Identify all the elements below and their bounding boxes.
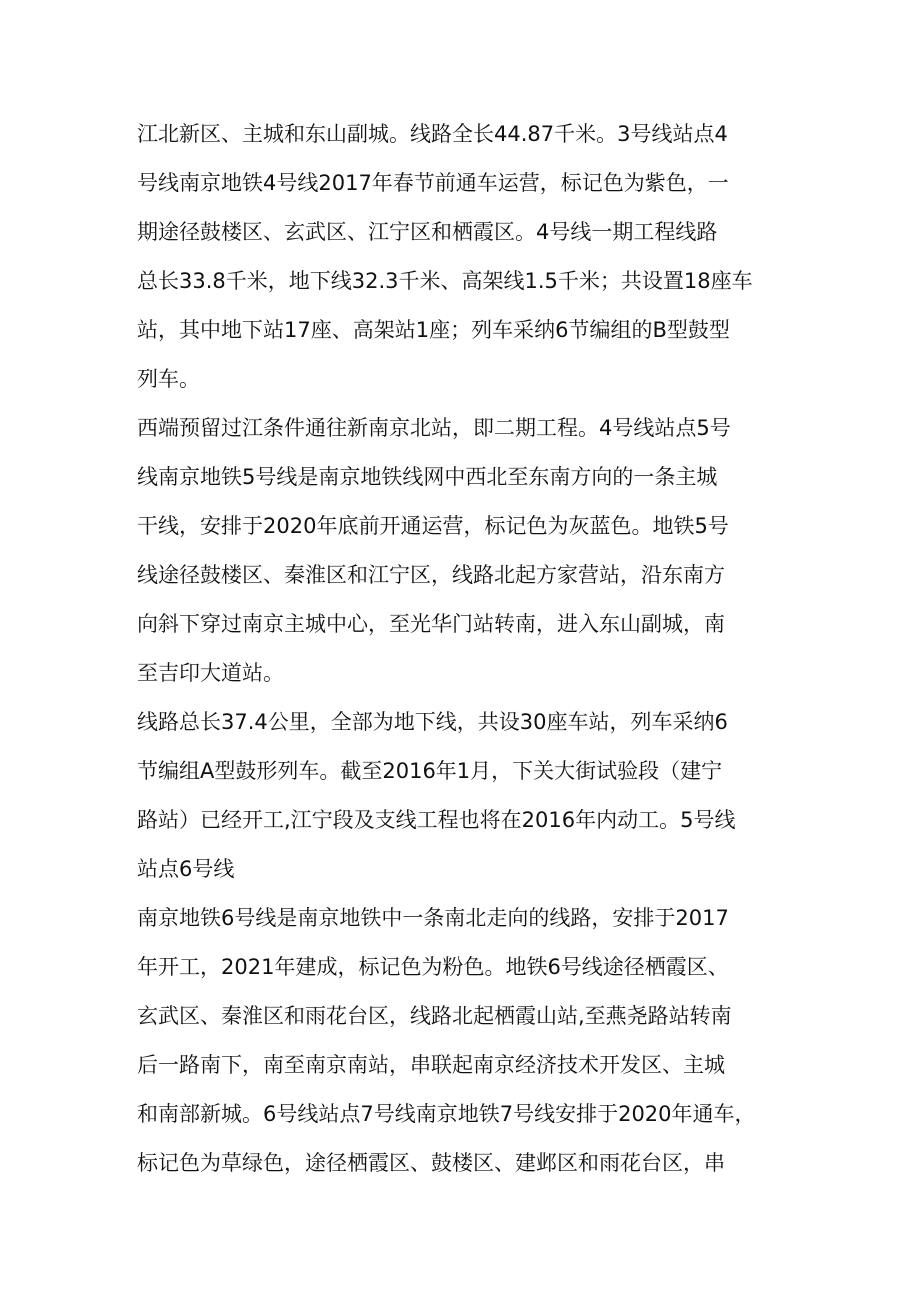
text-line: 年开工，2021年建成，标记色为粉色。地铁6号线途径栖霞区、 bbox=[137, 955, 729, 979]
text-line: 西端预留过江条件通往新南京北站，即二期工程。4号线站点5号 bbox=[137, 416, 731, 440]
text-line: 号线南京地铁4号线2017年春节前通车运营，标记色为紫色，一 bbox=[137, 171, 729, 195]
text-line: 期途径鼓楼区、玄武区、江宁区和栖霞区。4号线一期工程线路 bbox=[137, 220, 718, 244]
body-text bbox=[137, 113, 797, 1191]
text-line: 列车。 bbox=[137, 367, 200, 391]
text-line: 后一路南下，南至南京南站，串联起南京经济技术开发区、主城 bbox=[137, 1053, 725, 1077]
text-line: 线南京地铁5号线是南京地铁线网中西北至东南方向的一条主城 bbox=[137, 465, 718, 489]
text-line: 线途径鼓楼区、秦淮区和江宁区，线路北起方家营站，沿东南方 bbox=[137, 563, 725, 587]
text-line: 标记色为草绿色，途径栖霞区、鼓楼区、建邺区和雨花台区，串 bbox=[137, 1151, 725, 1175]
text-line: 玄武区、秦淮区和雨花台区，线路北起栖霞山站,至燕尧路站转南 bbox=[137, 1004, 732, 1028]
text-line: 江北新区、主城和东山副城。线路全长44.87千米。3号线站点4 bbox=[137, 122, 728, 146]
text-line: 站点6号线 bbox=[137, 857, 235, 881]
text-line: 和南部新城。6号线站点7号线南京地铁7号线安排于2020年通车， bbox=[137, 1102, 756, 1126]
text-line: 至吉印大道站。 bbox=[137, 661, 284, 685]
text-line: 节编组A型鼓形列车。截至2016年1月，下关大街试验段（建宁 bbox=[137, 759, 723, 783]
text-line: 路站）已经开工,江宁段及支线工程也将在2016年内动工。5号线 bbox=[137, 808, 736, 832]
text-line: 南京地铁6号线是南京地铁中一条南北走向的线路，安排于2017 bbox=[137, 906, 729, 930]
text-line: 站，其中地下站17座、高架站1座；列车采纳6节编组的B型鼓型 bbox=[137, 318, 730, 342]
text-line: 干线，安排于2020年底前开通运营，标记色为灰蓝色。地铁5号 bbox=[137, 514, 729, 538]
text-line: 向斜下穿过南京主城中心，至光华门站转南，进入东山副城，南 bbox=[137, 612, 725, 636]
text-line: 线路总长37.4公里，全部为地下线，共设30座车站，列车采纳6 bbox=[137, 710, 728, 734]
text-line: 总长33.8千米，地下线32.3千米、高架线1.5千米；共设置18座车 bbox=[137, 269, 753, 293]
